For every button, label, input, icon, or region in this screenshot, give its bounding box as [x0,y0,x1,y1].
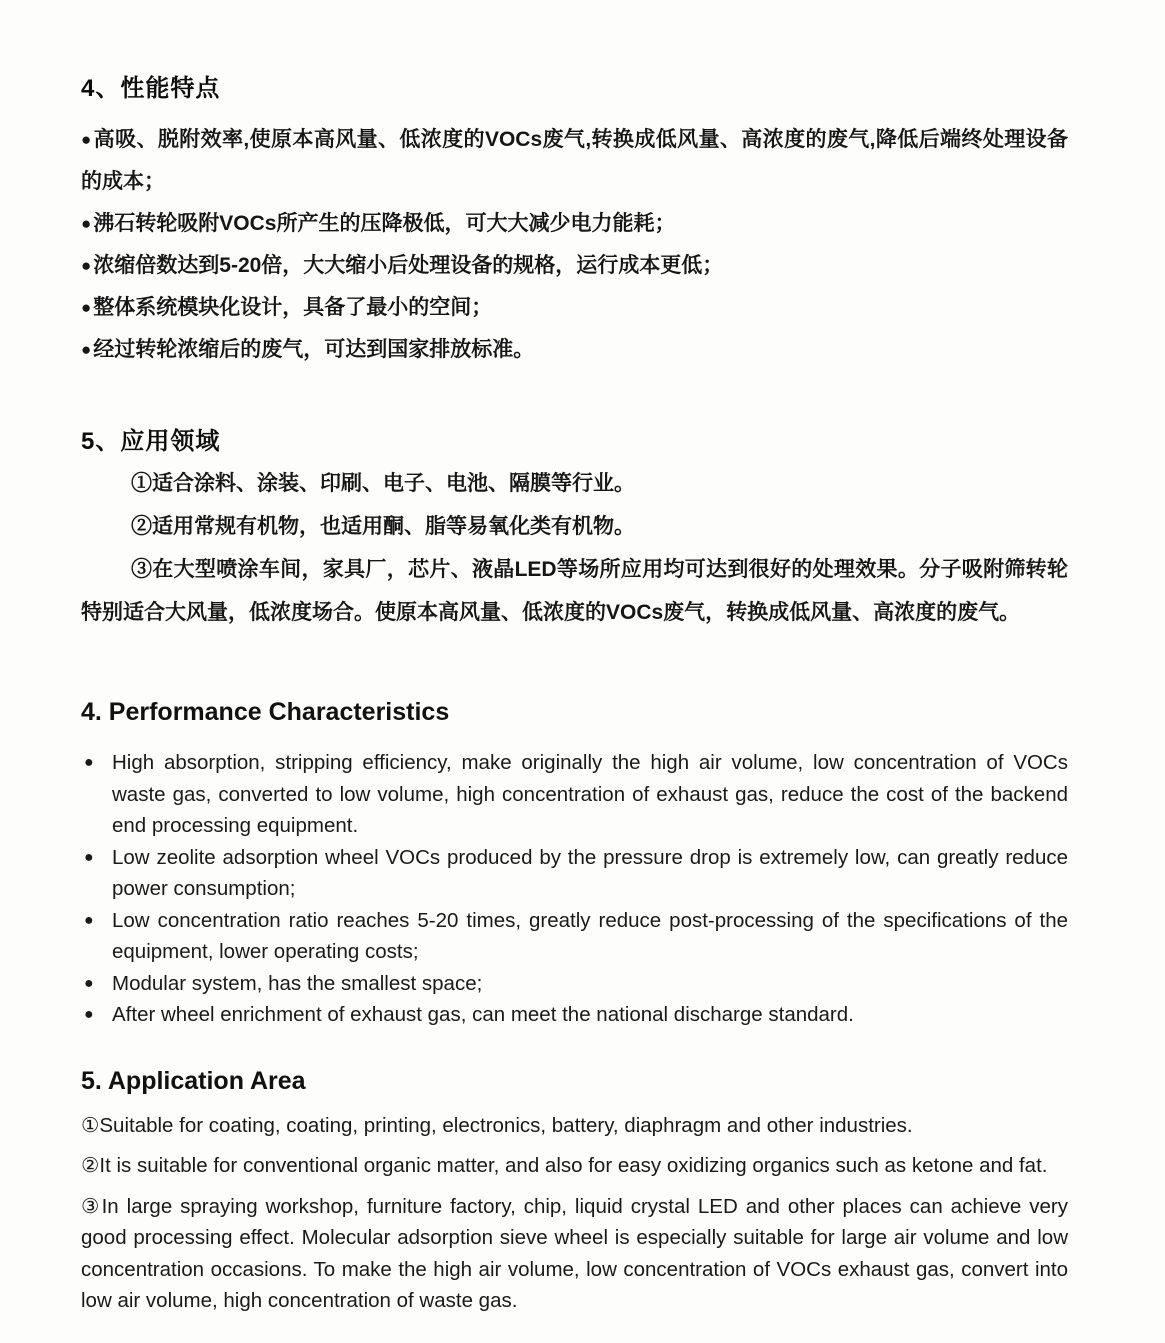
zh-performance-heading: 4、性能特点 [81,75,221,102]
zh-performance-bullet-text: 整体系统模块化设计，具备了最小的空间； [93,296,493,319]
en-performance-bullet [81,999,1068,1031]
bullet-icon: ● [84,848,94,866]
bullet-icon: ● [81,256,92,275]
en-performance-bullet-text: Modular system, has the smallest space; [112,971,483,995]
en-application-item: ①Suitable for coating, coating, printing, electronics, battery, diaphragm and other industries. [81,1113,913,1137]
bullet-icon: ● [81,340,92,359]
en-performance-bullet-text: Low concentration ratio reaches 5-20 times, greatly reduce post-processing of the specifications of the equipment, lower operating costs; [112,908,1068,963]
zh-performance-bullet [81,245,1068,287]
zh-application-item: ②适用常规有机物，也适用酮、脂等易氧化类有机物。 [131,515,635,538]
zh-application-item: ①适合涂料、涂装、印刷、电子、电池、隔膜等行业。 [131,472,635,495]
bullet-icon: ● [81,298,92,317]
en-performance-heading: 4. Performance Characteristics [81,698,450,726]
zh-application-heading: 5、应用领域 [81,428,221,455]
zh-performance-bullet-text: 高吸、脱附效率,使原本高风量、低浓度的VOCs废气,转换成低风量、高浓度的废气,降低后端终处理设备的成本； [81,128,1068,193]
bullet-icon: ● [84,1006,94,1023]
en-application-heading: 5. Application Area [81,1066,306,1095]
zh-application-item: ③在大型喷涂车间，家具厂，芯片、液晶LED等场所应用均可达到很好的处理效果。分子吸附筛转轮特别适合大风量，低浓度场合。使原本高风量、低浓度的VOCs废气，转换成低风量、高浓度的废气。 [81,558,1068,624]
en-performance-bullet-text: After wheel enrichment of exhaust gas, can meet the national discharge standard. [112,1003,854,1026]
zh-performance-bullet-text: 经过转轮浓缩后的废气，可达到国家排放标准。 [93,338,535,361]
bullet-icon: ● [84,911,94,929]
en-performance-bullet-text: Low zeolite adsorption wheel VOCs produced by the pressure drop is extremely low, can greatly reduce power consumption; [112,845,1068,900]
en-performance-bullet [81,747,1068,842]
bullet-icon: ● [81,214,92,233]
zh-performance-bullet-text: 沸石转轮吸附VOCs所产生的压降极低，可大大减少电力能耗； [93,212,676,235]
zh-performance-bullet-text: 浓缩倍数达到5-20倍，大大缩小后处理设备的规格，运行成本更低； [93,254,724,277]
bullet-icon: ● [84,974,94,992]
zh-performance-bullet [81,119,1068,203]
zh-performance-bullet [81,287,1068,329]
bullet-icon: ● [84,754,94,771]
zh-performance-bullet [81,203,1068,245]
en-application-item: ②It is suitable for conventional organic matter, and also for easy oxidizing organics such as ketone and fat. [81,1154,1048,1177]
en-performance-bullet [81,968,1068,1000]
en-performance-bullet-text: High absorption, stripping efficiency, make originally the high air volume, low concentration of VOCs waste gas, converted to low volume, high concentration of exhaust gas, reduce the cost of the backend end processing equipment. [112,751,1068,837]
bullet-icon: ● [81,130,92,149]
en-performance-bullet [81,842,1068,905]
zh-performance-bullet [81,329,1068,371]
en-performance-bullet [81,905,1068,968]
en-application-item: ③In large spraying workshop, furniture factory, chip, liquid crystal LED and other places can achieve very good processing effect. Molecular adsorption sieve wheel is especially suitable for large air volume and low concentration occasions. To make the high air volume, low concentration of VOCs exhaust gas, convert into low air volume, high concentration of waste gas. [81,1194,1068,1312]
